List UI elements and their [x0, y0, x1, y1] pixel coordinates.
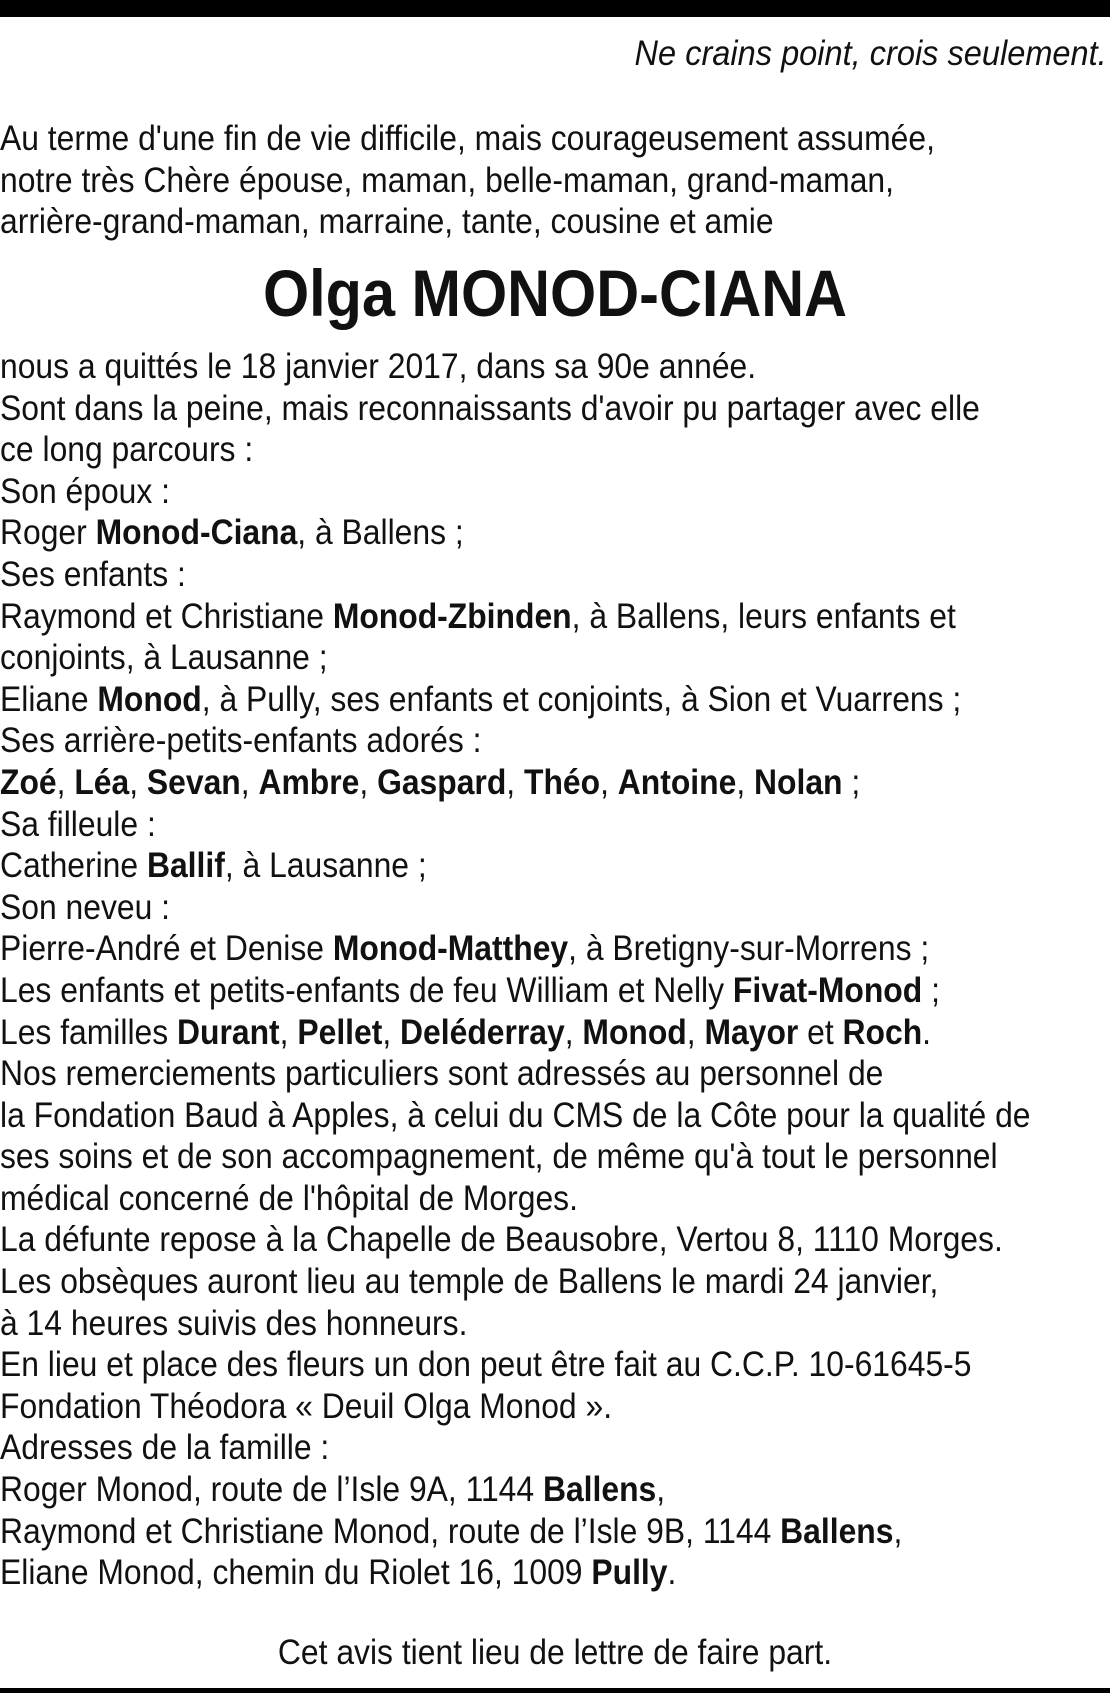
closing-note: Cet avis tient lieu de lettre de faire part. — [277, 1633, 833, 1672]
deceased-name: Olga MONOD-CIANA — [262, 256, 848, 330]
families-line: Les familles Durant, Pellet, Deléderray, Monod, Mayor et Roch. — [0, 1012, 932, 1052]
thanks-line: Nos remerciements particuliers sont adressés au personnel de — [0, 1054, 884, 1094]
practical-line: à 14 heures suivis des honneurs. — [0, 1303, 468, 1343]
notice-body — [0, 346, 1110, 1594]
intro-line: notre très Chère épouse, maman, belle-maman, grand-maman, — [0, 160, 895, 200]
address-line: Eliane Monod, chemin du Riolet 16, 1009 Pully. — [0, 1553, 677, 1593]
grief-line-cont: ce long parcours : — [0, 430, 254, 470]
addresses-heading: Adresses de la famille : — [0, 1428, 330, 1468]
grief-line: Sont dans la peine, mais reconnaissants d'avoir pu partager avec elle — [0, 388, 980, 428]
great-grandchildren-heading: Ses arrière-petits-enfants adorés : — [0, 721, 482, 761]
children-heading: Ses enfants : — [0, 554, 186, 594]
practical-line: Les obsèques auront lieu au temple de Ballens le mardi 24 janvier, — [0, 1262, 939, 1302]
spouse-line: Roger Monod-Ciana, à Ballens ; — [0, 513, 464, 553]
thanks-line: la Fondation Baud à Apples, à celui du CMS de la Côte pour la qualité de — [0, 1095, 1031, 1135]
practical-line: La défunte repose à la Chapelle de Beausobre, Vertou 8, 1110 Morges. — [0, 1220, 1003, 1260]
child-line: Raymond et Christiane Monod-Zbinden, à Ballens, leurs enfants et — [0, 596, 956, 636]
practical-line: En lieu et place des fleurs un don peut être fait au C.C.P. 10-61645-5 — [0, 1345, 972, 1385]
motto: Ne crains point, crois seulement. — [634, 34, 1107, 73]
nephew-heading: Son neveu : — [0, 887, 170, 927]
great-grandchildren-line: Zoé, Léa, Sevan, Ambre, Gaspard, Théo, Antoine, Nolan ; — [0, 762, 861, 802]
practical-line: Fondation Théodora « Deuil Olga Monod ». — [0, 1386, 613, 1426]
nephew-line: Pierre-André et Denise Monod-Matthey, à Bretigny-sur-Morrens ; — [0, 929, 930, 969]
goddaughter-line: Catherine Ballif, à Lausanne ; — [0, 846, 427, 886]
child-line: Eliane Monod, à Pully, ses enfants et conjoints, à Sion et Vuarrens ; — [0, 679, 962, 719]
bottom-rule — [0, 1688, 1110, 1693]
spouse-heading: Son époux : — [0, 471, 170, 511]
address-line: Raymond et Christiane Monod, route de l’Isle 9B, 1144 Ballens, — [0, 1511, 903, 1551]
address-line: Roger Monod, route de l’Isle 9A, 1144 Ballens, — [0, 1470, 666, 1510]
death-line: nous a quittés le 18 janvier 2017, dans sa 90e année. — [0, 347, 757, 386]
goddaughter-heading: Sa filleule : — [0, 804, 156, 844]
thanks-line: médical concerné de l'hôpital de Morges. — [0, 1178, 578, 1218]
child-line-cont: conjoints, à Lausanne ; — [0, 638, 328, 678]
top-rule — [0, 0, 1110, 17]
thanks-line: ses soins et de son accompagnement, de même qu'à tout le personnel — [0, 1137, 998, 1177]
fivat-line: Les enfants et petits-enfants de feu William et Nelly Fivat-Monod ; — [0, 970, 940, 1010]
intro-paragraph — [0, 118, 1110, 243]
intro-line: Au terme d'une fin de vie difficile, mais courageusement assumée, — [0, 119, 935, 158]
intro-line: arrière-grand-maman, marraine, tante, cousine et amie — [0, 202, 774, 242]
